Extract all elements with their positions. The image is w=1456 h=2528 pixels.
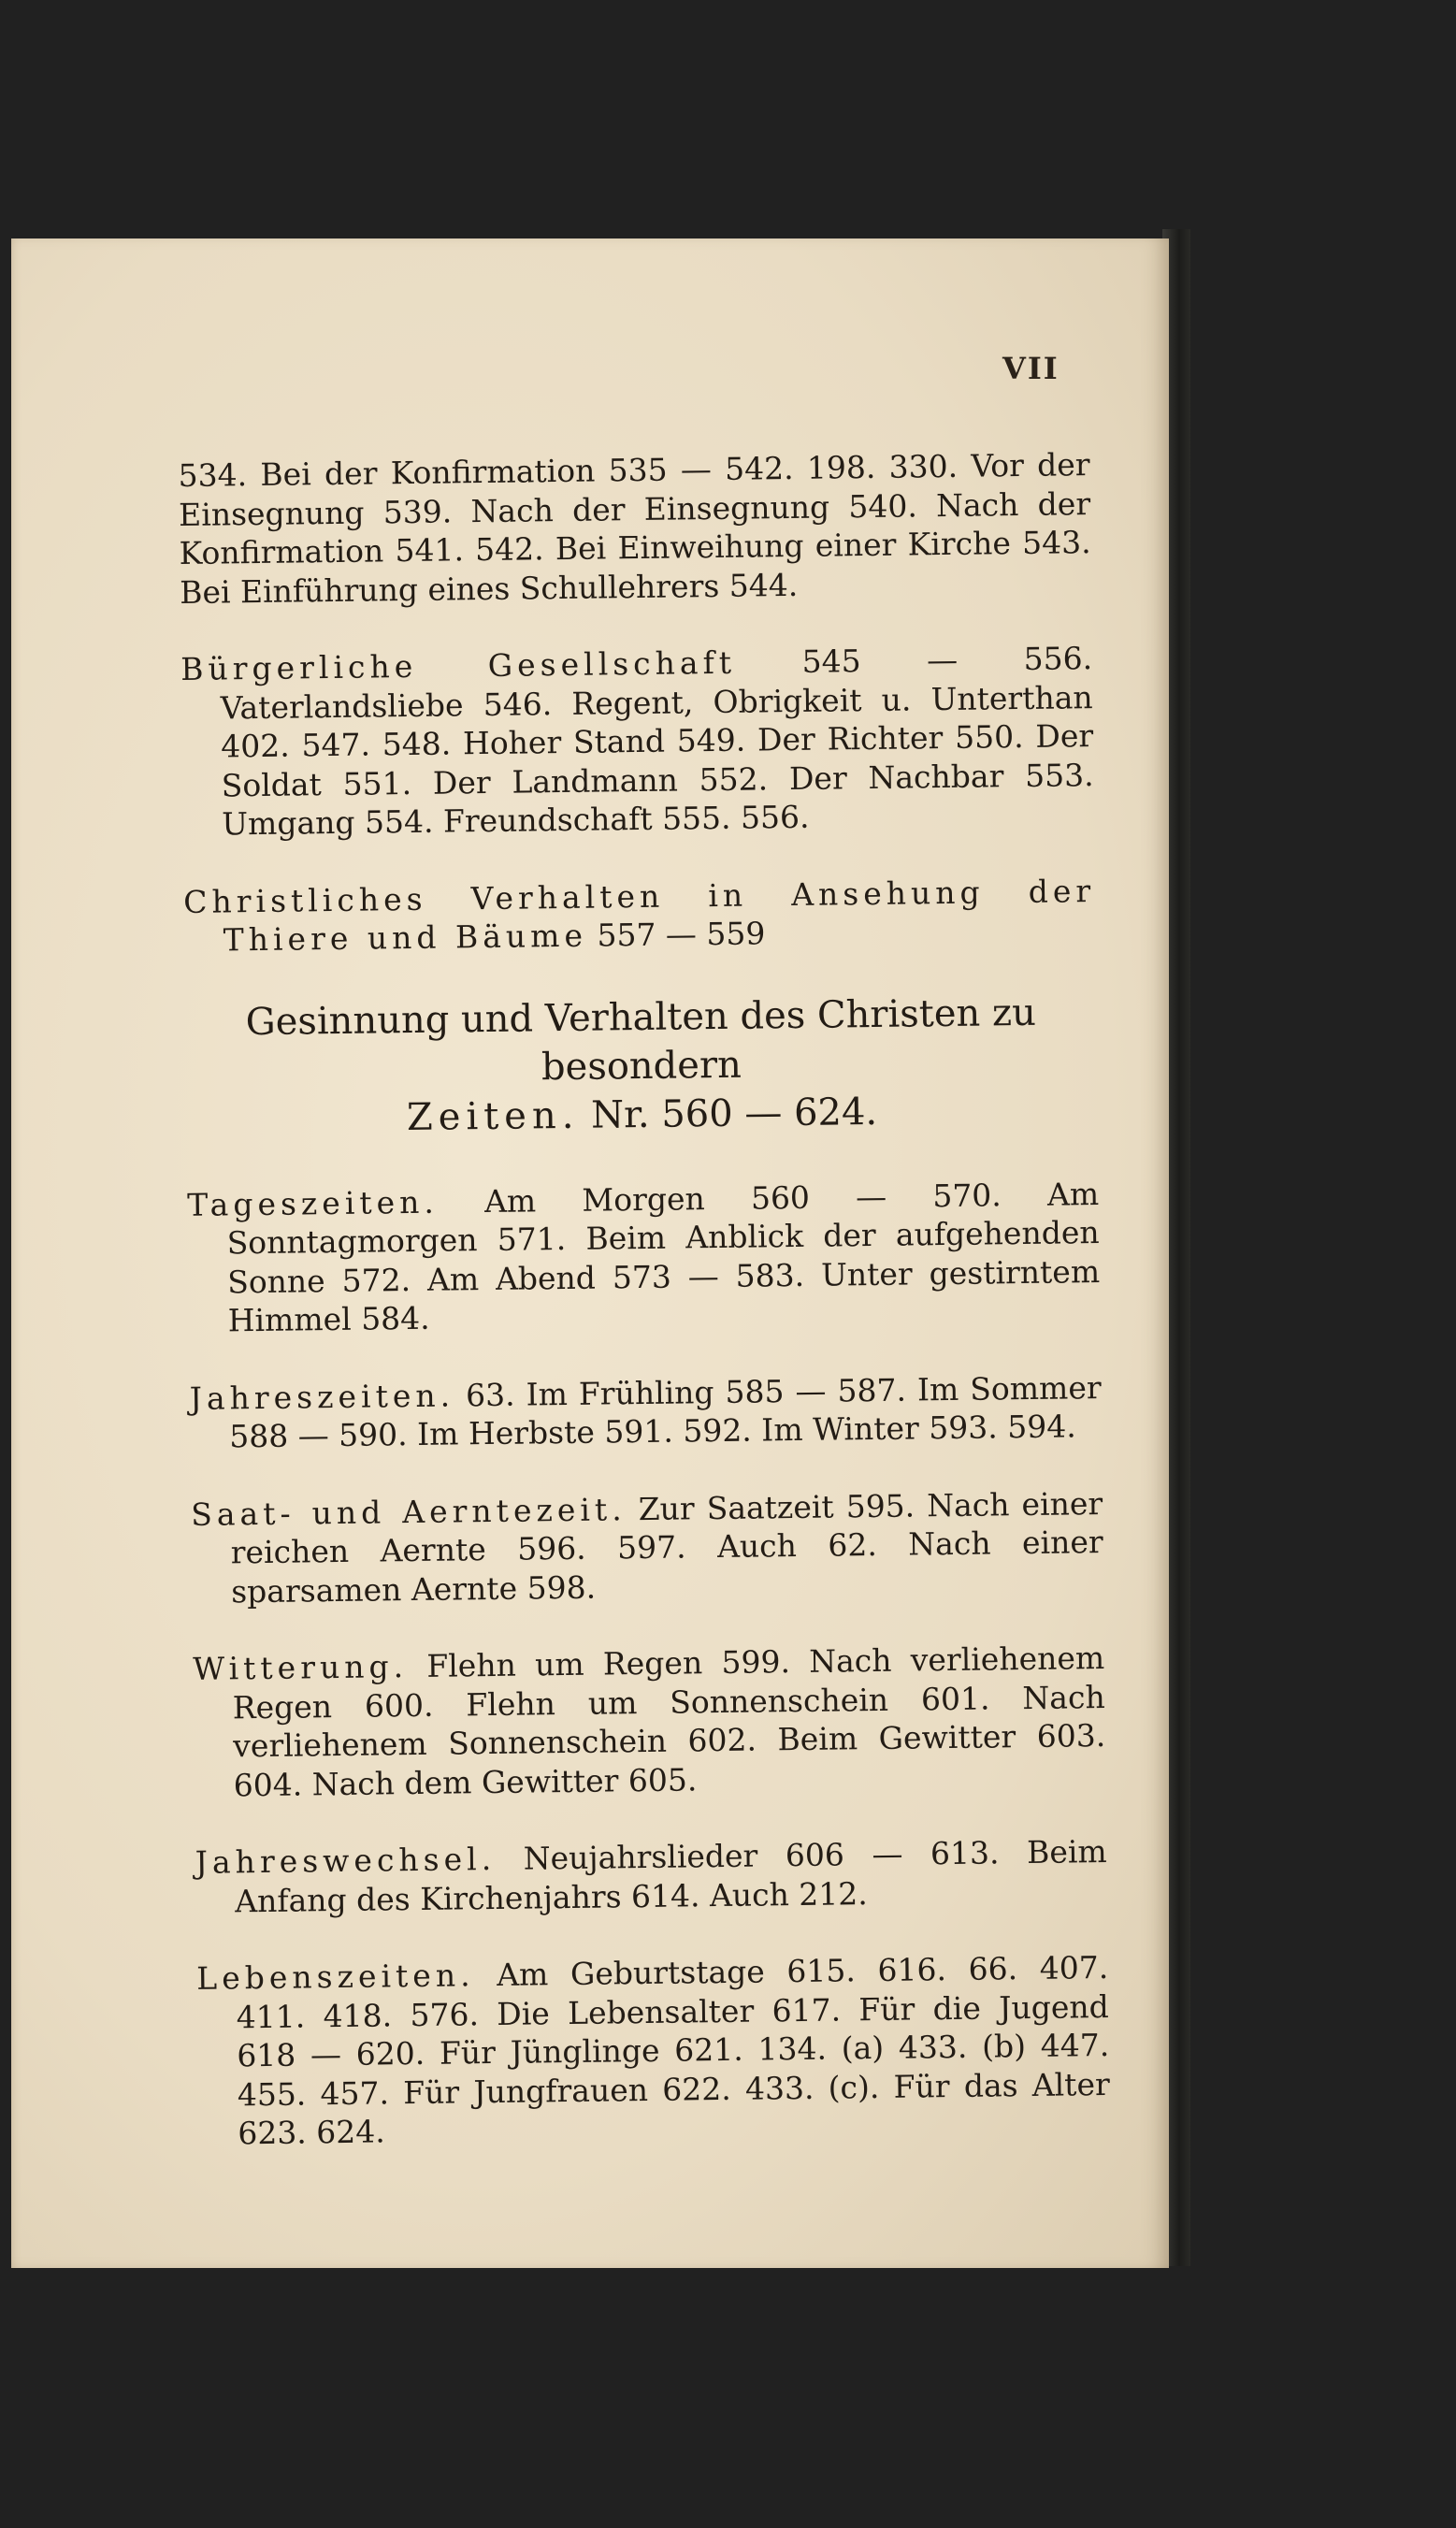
section-heading-range: Nr. 560 — 624. (590, 1090, 878, 1137)
section-heading-line1: Gesinnung und Verhalten des Christen zu besondern (245, 990, 1037, 1089)
entry-heading: Christliches Verhalten in Ansehung der Thiere und Bäume (182, 872, 1096, 959)
entry-heading: Lebenszeiten. (196, 1957, 475, 1997)
entry-heading: Witterung. (193, 1648, 409, 1687)
index-entry (189, 1368, 1102, 1457)
entry-heading: Jahreszeiten. (189, 1376, 455, 1417)
entry-heading: Bürgerliche Gesellschaft (180, 643, 737, 687)
index-entry (196, 1948, 1110, 2153)
index-text (178, 414, 1111, 2191)
index-entry (193, 1639, 1106, 1805)
entry-body: Am Geburtstage 615. 616. 66. 407. 411. 418. 576. Die Lebensalter 617. Für die Jugend 618 — 620. Für Jünglinge 621. 134. (a) 433. (b) 447. 455. 457. Für Jungfrauen 622. 433. (c). Für das Alter 623. 624. (236, 1948, 1110, 2152)
page-number: VII (1002, 351, 1060, 386)
entry-heading: Tageszeiten. (186, 1183, 440, 1223)
section-heading (184, 988, 1098, 1145)
entry-body: Zur Saatzeit 595. Nach einer reichen Aernte 596. 597. Auch 62. Nach einer sparsamen Aernte 598. (230, 1484, 1103, 1610)
entry-heading: Jahreswechsel. (195, 1840, 497, 1881)
index-entry (187, 1175, 1101, 1341)
entry-body: 63. Im Frühling 585 — 587. Im Sommer 588 — 590. Im Herbste 591. 592. Im Winter 593. 594. (228, 1368, 1102, 1455)
entry-heading: Saat- und Aerntezeit. (190, 1490, 627, 1533)
entry-body: 557 — 559 (586, 915, 766, 954)
entry-body: 545 — 556. Vaterlandsliebe 546. Regent, Obrigkeit u. Unterthan 402. 547. 548. Hoher Stand 549. Der Richter 550. Der Soldat 551. Der Landmann 552. Der Nachbar 553. Umgang 554. Freundschaft 555. 556. (220, 640, 1094, 843)
entry-body: Neujahrslieder 606 — 613. Beim Anfang des Kirchenjahrs 614. Auch 212. (235, 1832, 1107, 1919)
entry-body: Flehn um Regen 599. Nach verliehenem Regen 600. Flehn um Sonnenschein 601. Nach verliehenem Sonnenschein 602. Beim Gewitter 603. 604. Nach dem Gewitter 605. (232, 1639, 1106, 1803)
index-entry-continued: 534. Bei der Konfirmation 535 — 542. 198. 330. Vor der Einsegnung 539. Nach der Einsegnung 540. Nach der Konfirmation 541. 542. Bei Einweihung einer Kirche 543. Bei Einführung eines Schullehrers 544. (178, 446, 1091, 611)
entry-body: Am Morgen 560 — 570. Am Sonntagmorgen 571. Beim Anblick der aufgehenden Sonne 572. Am Abend 573 — 583. Unter gestirntem Himmel 584. (226, 1175, 1101, 1339)
index-entry (183, 872, 1096, 961)
index-entry (180, 639, 1094, 844)
section-heading-word: Zeiten. (406, 1093, 580, 1139)
index-entry (195, 1832, 1108, 1921)
index-entry (191, 1484, 1103, 1611)
